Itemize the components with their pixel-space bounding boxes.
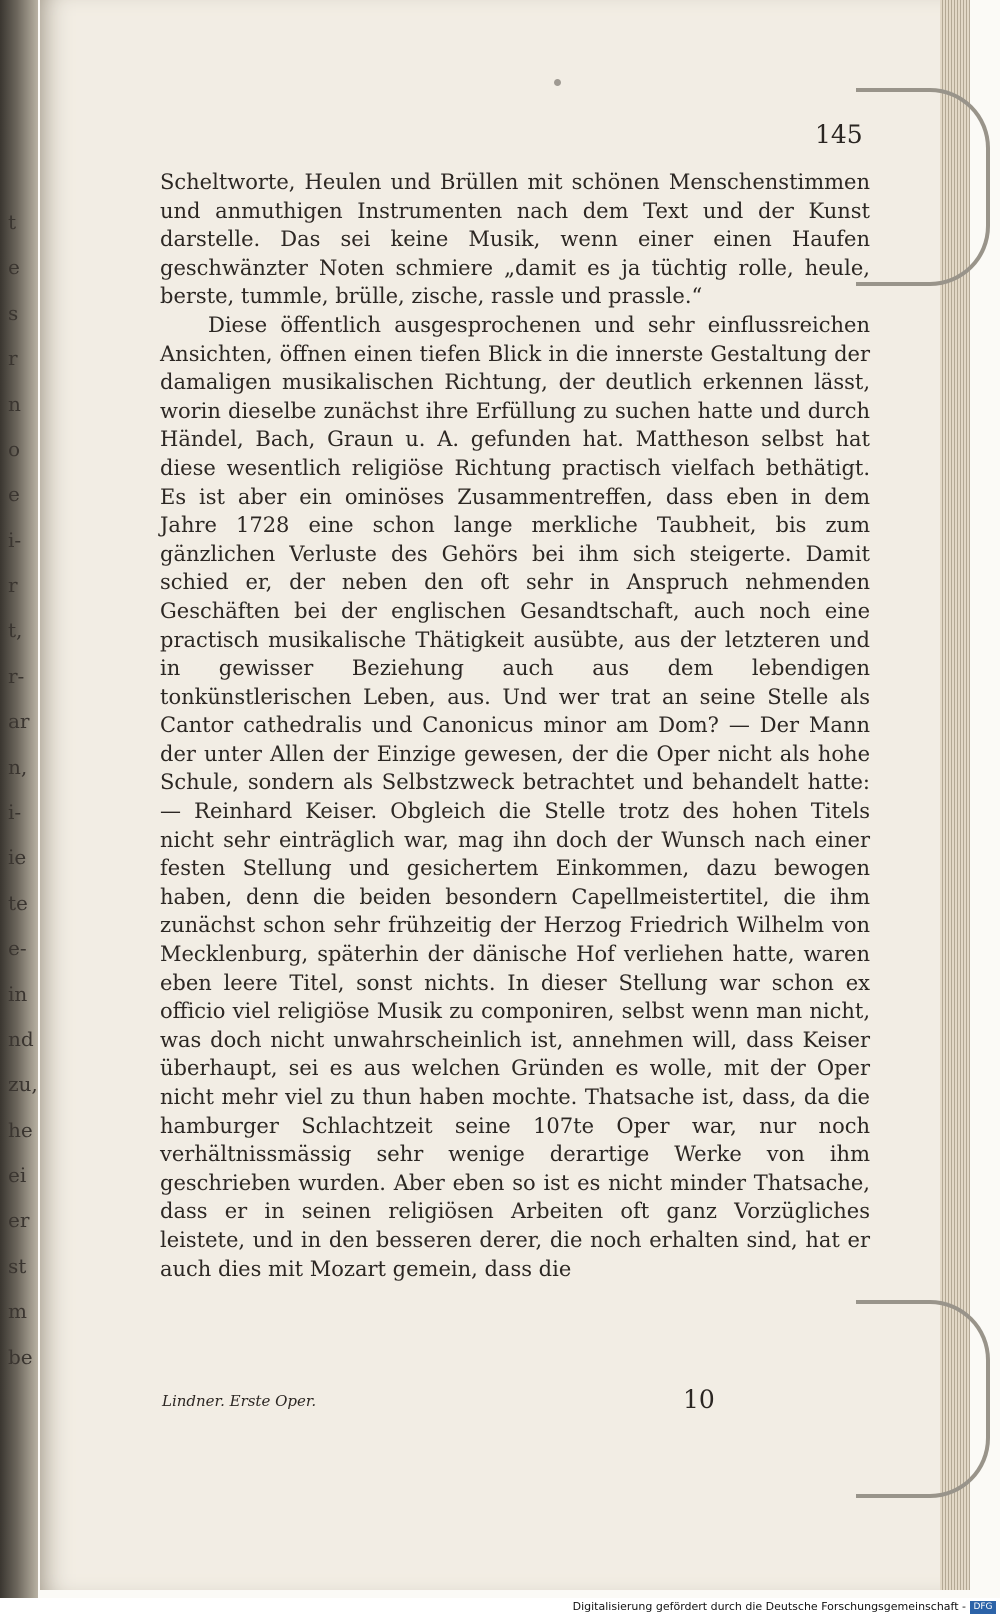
- margin-fragment: s: [8, 300, 19, 325]
- margin-fragment: st: [8, 1253, 27, 1278]
- margin-fragment: r: [8, 346, 18, 371]
- body-text: [160, 168, 870, 1283]
- margin-fragment: in: [8, 981, 28, 1006]
- margin-fragment: he: [8, 1117, 33, 1142]
- margin-fragment: er: [8, 1208, 30, 1233]
- margin-fragment: i-: [8, 527, 22, 552]
- running-footer: Lindner. Erste Oper.: [162, 1392, 317, 1410]
- page-clip-top: [856, 88, 990, 286]
- margin-fragment: t: [8, 210, 17, 234]
- margin-fragment: n: [8, 391, 21, 416]
- margin-fragment: i-: [8, 800, 22, 824]
- margin-fragment: r: [8, 573, 18, 598]
- signature-mark: 10: [683, 1385, 715, 1414]
- digitization-credit-bar: [0, 1598, 1000, 1618]
- book-page: [40, 0, 970, 1590]
- paragraph: Scheltworte, Heulen und Brüllen mit schönen Menschenstimmen und anmuthigen Instrumenten nach dem Text und der Kunst darstelle. Das sei keine Musik, wenn einer einen Haufen geschwänzter Noten schmiere „damit es ja tüchtig rolle, heule, berste, tummle, brülle, zische, rassle und prassle.“: [160, 170, 870, 309]
- margin-fragment: ei: [8, 1163, 27, 1188]
- dfg-logo: DFG: [970, 1601, 996, 1614]
- credit-text: Digitalisierung gefördert durch die Deutsche Forschungsgemeinschaft -: [572, 1600, 966, 1613]
- margin-fragment: e-: [8, 936, 27, 961]
- ink-spot: [554, 79, 561, 86]
- margin-fragment: e: [8, 482, 20, 507]
- margin-fragment: r-: [8, 663, 25, 688]
- margin-fragment: n,: [8, 754, 28, 779]
- margin-fragment: t,: [8, 618, 23, 643]
- paragraph: Diese öffentlich ausgesprochenen und sehr einflussreichen Ansichten, öffnen einen tiefen Blick in die innerste Gestaltung der damaligen musikalischen Richtung, der deutlich erkennen lässt, worin dieselbe zunächst ihre Erfüllung zu suchen hatte und durch Händel, Bach, Graun u. A. gefunden hat. Mattheson selbst hat diese wesentlich religiöse Richtung practisch vielfach bethätigt. Es ist aber ein ominöses Zusammentreffen, dass eben in dem Jahre 1728 eine schon lange merkliche Taubheit, bis zum gänzlichen Verluste des Gehörs bei ihm sich steigerte. Damit schied er, der neben den oft sehr in Anspruch nehmenden Geschäften bei der englischen Gesandtschaft, auch noch eine practisch musikalische Thätigkeit ausübte, aus der letzteren und in gewisser Beziehung auch aus dem lebendigen tonkünstlerischen Leben, aus. Und wer trat an seine Stelle als Cantor cathedralis und Canonicus minor am Dom? — Der Mann der unter Allen der Einzige gewesen, der die Oper nicht als hohe Schule, sondern als Selbstzweck betrachtet und behandelt hatte: — Reinhard Keiser. Obgleich die Stelle trotz des hohen Titels nicht sehr einträglich war, mag ihn doch der Wunsch nach einer festen Stellung und gesichertem Einkommen, dazu bewogen haben, denn die beiden besondern Capellmeistertitel, die ihm zunächst schon sehr frühzeitig der Herzog Friedrich Wilhelm von Mecklenburg, späterhin der dänische Hof verliehen hatte, waren eben leere Titel, sonst nichts. In dieser Stellung war schon ex officio viel religiöse Musik zu componiren, selbst wenn man nicht, was doch nicht unwahrscheinlich ist, annehmen will, dass Keiser überhaupt, sei es aus welchen Gründen es wolle, mit der Oper nicht mehr viel zu thun haben mochte. Thatsache ist, dass, da die hamburger Schlachtzeit seine 107te Oper war, nur noch verhältnissmässig sehr wenige derartige Werke von ihm geschrieben wurden. Aber eben so ist es nicht minder Thatsache, dass er in seinen religiösen Arbeiten oft ganz Vorzügliches leistete, und in den besseren derer, die noch erhalten sind, hat er auch dies mit Mozart gemein, dass die: [160, 312, 870, 1281]
- margin-fragment: ar: [8, 709, 30, 734]
- margin-fragment: be: [8, 1344, 33, 1369]
- margin-fragment: zu,: [8, 1072, 38, 1097]
- margin-fragment: e: [8, 255, 20, 280]
- page-number: 145: [815, 120, 863, 149]
- margin-fragment: m: [8, 1299, 27, 1324]
- margin-fragment: ie: [8, 845, 27, 870]
- page-clip-bottom: [856, 1300, 990, 1498]
- margin-fragment: nd: [8, 1026, 34, 1051]
- margin-fragment: te: [8, 890, 28, 915]
- margin-fragment: o: [8, 436, 21, 461]
